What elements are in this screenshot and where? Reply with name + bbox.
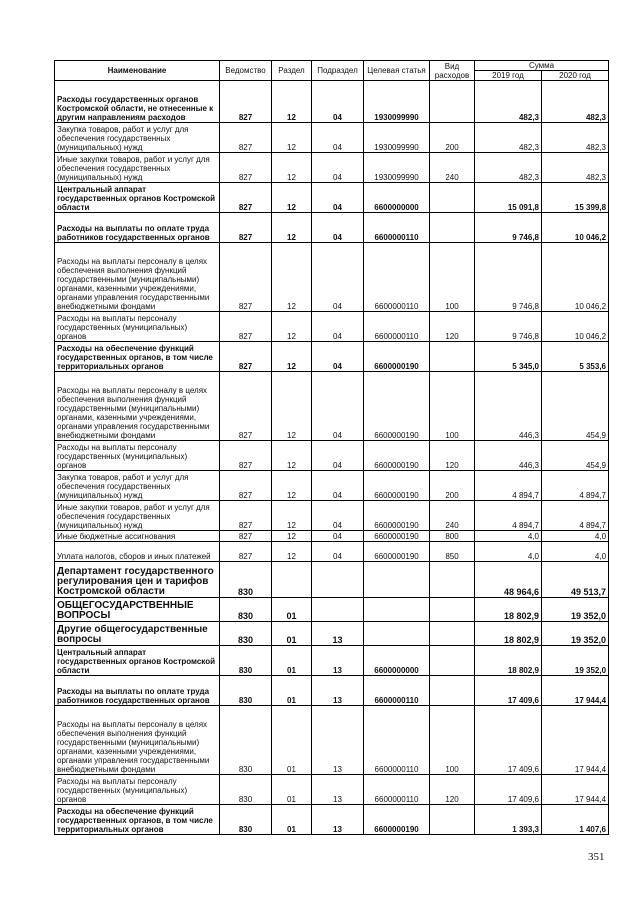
cell-dept: 827 xyxy=(220,471,272,501)
cell-type xyxy=(430,622,475,646)
cell-dept: 827 xyxy=(220,123,272,153)
cell-v2020: 482,3 xyxy=(542,153,609,183)
cell-target: 6600000190 xyxy=(364,372,430,441)
cell-type: 240 xyxy=(430,501,475,531)
table-row xyxy=(55,562,609,598)
cell-sec: 12 xyxy=(272,81,312,123)
table-row xyxy=(55,183,609,213)
cell-sec: 12 xyxy=(272,342,312,372)
cell-v2020: 482,3 xyxy=(542,123,609,153)
cell-sec: 01 xyxy=(272,805,312,835)
cell-sec: 12 xyxy=(272,312,312,342)
cell-v2020: 19 352,0 xyxy=(542,598,609,622)
cell-sec: 12 xyxy=(272,531,312,542)
cell-sub: 04 xyxy=(312,81,364,123)
cell-type: 800 xyxy=(430,531,475,542)
cell-dept: 827 xyxy=(220,183,272,213)
header-2020: 2020 год xyxy=(542,71,609,81)
cell-target: 6600000190 xyxy=(364,342,430,372)
cell-sub: 04 xyxy=(312,342,364,372)
cell-sub: 13 xyxy=(312,646,364,676)
cell-name: Расходы на обеспечение функций государственных органов, в том числе территориальных органов xyxy=(55,805,220,835)
cell-dept: 830 xyxy=(220,562,272,598)
cell-sec: 12 xyxy=(272,542,312,562)
cell-name: Закупка товаров, работ и услуг для обеспечения государственных (муниципальных) нужд xyxy=(55,471,220,501)
cell-name: Расходы на выплаты по оплате труда работников государственных органов xyxy=(55,676,220,706)
cell-name: Уплата налогов, сборов и иных платежей xyxy=(55,542,220,562)
table-row xyxy=(55,342,609,372)
cell-v2019: 482,3 xyxy=(475,153,542,183)
header-dept: Ведомство xyxy=(220,61,272,81)
header-target: Целевая статья xyxy=(364,61,430,81)
cell-target: 1930099990 xyxy=(364,123,430,153)
table-row xyxy=(55,646,609,676)
cell-v2019: 9 746,8 xyxy=(475,243,542,312)
cell-v2020: 4 894,7 xyxy=(542,471,609,501)
cell-type: 120 xyxy=(430,312,475,342)
table-row xyxy=(55,676,609,706)
cell-sub: 04 xyxy=(312,312,364,342)
table-row xyxy=(55,213,609,243)
cell-sec: 12 xyxy=(272,471,312,501)
cell-type xyxy=(430,562,475,598)
cell-sec: 12 xyxy=(272,183,312,213)
cell-sec: 12 xyxy=(272,213,312,243)
cell-sub: 04 xyxy=(312,123,364,153)
cell-v2020: 19 352,0 xyxy=(542,646,609,676)
cell-name: Расходы на выплаты персоналу государственных (муниципальных) органов xyxy=(55,312,220,342)
cell-dept: 827 xyxy=(220,153,272,183)
cell-type: 120 xyxy=(430,775,475,805)
cell-dept: 827 xyxy=(220,342,272,372)
cell-sec xyxy=(272,562,312,598)
header-sum: Сумма xyxy=(475,61,609,71)
table-body xyxy=(55,81,609,835)
header-subsection: Подраздел xyxy=(312,61,364,81)
cell-type xyxy=(430,805,475,835)
cell-dept: 830 xyxy=(220,646,272,676)
cell-name: Расходы государственных органов Костромской области, не отнесенные к другим направлениям расходов xyxy=(55,81,220,123)
cell-sec: 01 xyxy=(272,598,312,622)
cell-v2019: 4 894,7 xyxy=(475,501,542,531)
table-row xyxy=(55,706,609,775)
cell-type xyxy=(430,676,475,706)
cell-name: Иные бюджетные ассигнования xyxy=(55,531,220,542)
table-row xyxy=(55,312,609,342)
cell-sub: 13 xyxy=(312,706,364,775)
cell-sub: 04 xyxy=(312,531,364,542)
cell-target: 1930099990 xyxy=(364,81,430,123)
cell-v2019: 9 746,8 xyxy=(475,213,542,243)
cell-type: 200 xyxy=(430,123,475,153)
header-type: Вид расходов xyxy=(430,61,475,81)
cell-sub: 04 xyxy=(312,213,364,243)
cell-type: 120 xyxy=(430,441,475,471)
cell-dept: 827 xyxy=(220,501,272,531)
cell-type: 100 xyxy=(430,372,475,441)
cell-v2019: 18 802,9 xyxy=(475,622,542,646)
cell-v2020: 4,0 xyxy=(542,531,609,542)
cell-v2019: 446,3 xyxy=(475,372,542,441)
cell-target: 6600000110 xyxy=(364,312,430,342)
cell-v2019: 17 409,6 xyxy=(475,775,542,805)
cell-sub xyxy=(312,562,364,598)
cell-v2019: 17 409,6 xyxy=(475,676,542,706)
cell-dept: 827 xyxy=(220,81,272,123)
cell-sub: 13 xyxy=(312,622,364,646)
table-row xyxy=(55,775,609,805)
cell-name: Расходы на обеспечение функций государственных органов, в том числе территориальных органов xyxy=(55,342,220,372)
cell-v2019: 4 894,7 xyxy=(475,471,542,501)
cell-v2020: 1 407,6 xyxy=(542,805,609,835)
cell-type: 100 xyxy=(430,706,475,775)
cell-dept: 827 xyxy=(220,542,272,562)
cell-v2019: 4,0 xyxy=(475,531,542,542)
cell-type xyxy=(430,81,475,123)
cell-sub: 04 xyxy=(312,542,364,562)
cell-sec: 01 xyxy=(272,646,312,676)
cell-v2019: 17 409,6 xyxy=(475,706,542,775)
cell-name: Расходы на выплаты персоналу государственных (муниципальных) органов xyxy=(55,775,220,805)
cell-sec: 01 xyxy=(272,706,312,775)
cell-sub xyxy=(312,598,364,622)
cell-v2019: 18 802,9 xyxy=(475,646,542,676)
cell-dept: 827 xyxy=(220,441,272,471)
cell-name: Расходы на выплаты персоналу в целях обеспечения выполнения функций государственными (муниципальными) органами, казенными учреждениями, органами управления государственными внебюджетными фондами xyxy=(55,706,220,775)
cell-v2019: 9 746,8 xyxy=(475,312,542,342)
cell-type: 240 xyxy=(430,153,475,183)
cell-type xyxy=(430,342,475,372)
cell-sec: 01 xyxy=(272,775,312,805)
cell-v2020: 482,3 xyxy=(542,81,609,123)
cell-dept: 830 xyxy=(220,775,272,805)
cell-v2019: 18 802,9 xyxy=(475,598,542,622)
budget-table xyxy=(54,60,609,835)
table-row xyxy=(55,441,609,471)
cell-dept: 830 xyxy=(220,676,272,706)
cell-dept: 830 xyxy=(220,598,272,622)
cell-v2020: 454,9 xyxy=(542,441,609,471)
cell-target: 6600000110 xyxy=(364,676,430,706)
cell-name: ОБЩЕГОСУДАРСТВЕННЫЕ ВОПРОСЫ xyxy=(55,598,220,622)
cell-sec: 12 xyxy=(272,372,312,441)
table-row xyxy=(55,531,609,542)
cell-sec: 12 xyxy=(272,123,312,153)
cell-type xyxy=(430,598,475,622)
cell-name: Другие общегосударственные вопросы xyxy=(55,622,220,646)
header-name: Наименование xyxy=(55,61,220,81)
cell-name: Центральный аппарат государственных органов Костромской области xyxy=(55,183,220,213)
table-row xyxy=(55,805,609,835)
cell-name: Департамент государственного регулирования цен и тарифов Костромской области xyxy=(55,562,220,598)
cell-sub: 04 xyxy=(312,372,364,441)
cell-name: Закупка товаров, работ и услуг для обеспечения государственных (муниципальных) нужд xyxy=(55,123,220,153)
cell-v2020: 5 353,6 xyxy=(542,342,609,372)
cell-target xyxy=(364,598,430,622)
cell-name: Расходы на выплаты персоналу в целях обеспечения выполнения функций государственными (муниципальными) органами, казенными учреждениями, органами управления государственными внебюджетными фондами xyxy=(55,243,220,312)
cell-sec: 12 xyxy=(272,243,312,312)
table-row xyxy=(55,471,609,501)
cell-sub: 04 xyxy=(312,471,364,501)
cell-dept: 830 xyxy=(220,805,272,835)
cell-v2020: 10 046,2 xyxy=(542,213,609,243)
cell-target: 6600000110 xyxy=(364,706,430,775)
cell-v2019: 482,3 xyxy=(475,123,542,153)
cell-sub: 04 xyxy=(312,243,364,312)
cell-target: 6600000190 xyxy=(364,501,430,531)
cell-sec: 01 xyxy=(272,622,312,646)
cell-dept: 827 xyxy=(220,372,272,441)
cell-name: Центральный аппарат государственных органов Костромской области xyxy=(55,646,220,676)
cell-target: 6600000110 xyxy=(364,775,430,805)
cell-v2020: 4 894,7 xyxy=(542,501,609,531)
table-row xyxy=(55,153,609,183)
cell-v2020: 454,9 xyxy=(542,372,609,441)
cell-target: 6600000190 xyxy=(364,542,430,562)
cell-v2020: 17 944,4 xyxy=(542,706,609,775)
table-row xyxy=(55,243,609,312)
cell-sub: 04 xyxy=(312,501,364,531)
cell-v2019: 1 393,3 xyxy=(475,805,542,835)
cell-sub: 13 xyxy=(312,676,364,706)
budget-sheet xyxy=(54,60,608,835)
cell-sec: 12 xyxy=(272,441,312,471)
cell-sub: 13 xyxy=(312,805,364,835)
cell-type xyxy=(430,213,475,243)
cell-type xyxy=(430,183,475,213)
cell-target: 1930099990 xyxy=(364,153,430,183)
cell-type: 100 xyxy=(430,243,475,312)
cell-v2020: 19 352,0 xyxy=(542,622,609,646)
cell-v2019: 48 964,6 xyxy=(475,562,542,598)
cell-v2019: 4,0 xyxy=(475,542,542,562)
cell-target: 6600000110 xyxy=(364,213,430,243)
cell-target: 6600000110 xyxy=(364,243,430,312)
cell-v2020: 17 944,4 xyxy=(542,775,609,805)
cell-sec: 12 xyxy=(272,153,312,183)
cell-dept: 830 xyxy=(220,622,272,646)
cell-v2020: 15 399,8 xyxy=(542,183,609,213)
cell-target xyxy=(364,562,430,598)
cell-dept: 827 xyxy=(220,213,272,243)
cell-type xyxy=(430,646,475,676)
cell-target xyxy=(364,622,430,646)
cell-target: 6600000190 xyxy=(364,805,430,835)
cell-name: Расходы на выплаты по оплате труда работников государственных органов xyxy=(55,213,220,243)
cell-sec: 01 xyxy=(272,676,312,706)
cell-name: Расходы на выплаты персоналу в целях обеспечения выполнения функций государственными (муниципальными) органами, казенными учреждениями, органами управления государственными внебюджетными фондами xyxy=(55,372,220,441)
cell-dept: 827 xyxy=(220,312,272,342)
cell-v2019: 5 345,0 xyxy=(475,342,542,372)
cell-v2020: 49 513,7 xyxy=(542,562,609,598)
cell-v2019: 446,3 xyxy=(475,441,542,471)
cell-name: Иные закупки товаров, работ и услуг для обеспечения государственных (муниципальных) нужд xyxy=(55,501,220,531)
table-row xyxy=(55,123,609,153)
cell-dept: 827 xyxy=(220,243,272,312)
cell-type: 200 xyxy=(430,471,475,501)
cell-v2020: 17 944,4 xyxy=(542,676,609,706)
cell-v2020: 4,0 xyxy=(542,542,609,562)
cell-v2019: 482,3 xyxy=(475,81,542,123)
cell-name: Иные закупки товаров, работ и услуг для обеспечения государственных (муниципальных) нужд xyxy=(55,153,220,183)
cell-v2020: 10 046,2 xyxy=(542,243,609,312)
cell-v2019: 15 091,8 xyxy=(475,183,542,213)
cell-target: 6600000000 xyxy=(364,183,430,213)
table-row xyxy=(55,622,609,646)
cell-name: Расходы на выплаты персоналу государственных (муниципальных) органов xyxy=(55,441,220,471)
cell-sub: 04 xyxy=(312,153,364,183)
cell-target: 6600000000 xyxy=(364,646,430,676)
page-number: 351 xyxy=(588,851,605,863)
header-section: Раздел xyxy=(272,61,312,81)
cell-dept: 830 xyxy=(220,706,272,775)
cell-sec: 12 xyxy=(272,501,312,531)
cell-sub: 04 xyxy=(312,441,364,471)
header-2019: 2019 год xyxy=(475,71,542,81)
table-row xyxy=(55,81,609,123)
cell-sub: 04 xyxy=(312,183,364,213)
cell-target: 6600000190 xyxy=(364,441,430,471)
table-row xyxy=(55,372,609,441)
cell-type: 850 xyxy=(430,542,475,562)
cell-dept: 827 xyxy=(220,531,272,542)
cell-sub: 13 xyxy=(312,775,364,805)
table-row xyxy=(55,542,609,562)
table-row xyxy=(55,501,609,531)
cell-v2020: 10 046,2 xyxy=(542,312,609,342)
cell-target: 6600000190 xyxy=(364,531,430,542)
table-row xyxy=(55,598,609,622)
cell-target: 6600000190 xyxy=(364,471,430,501)
